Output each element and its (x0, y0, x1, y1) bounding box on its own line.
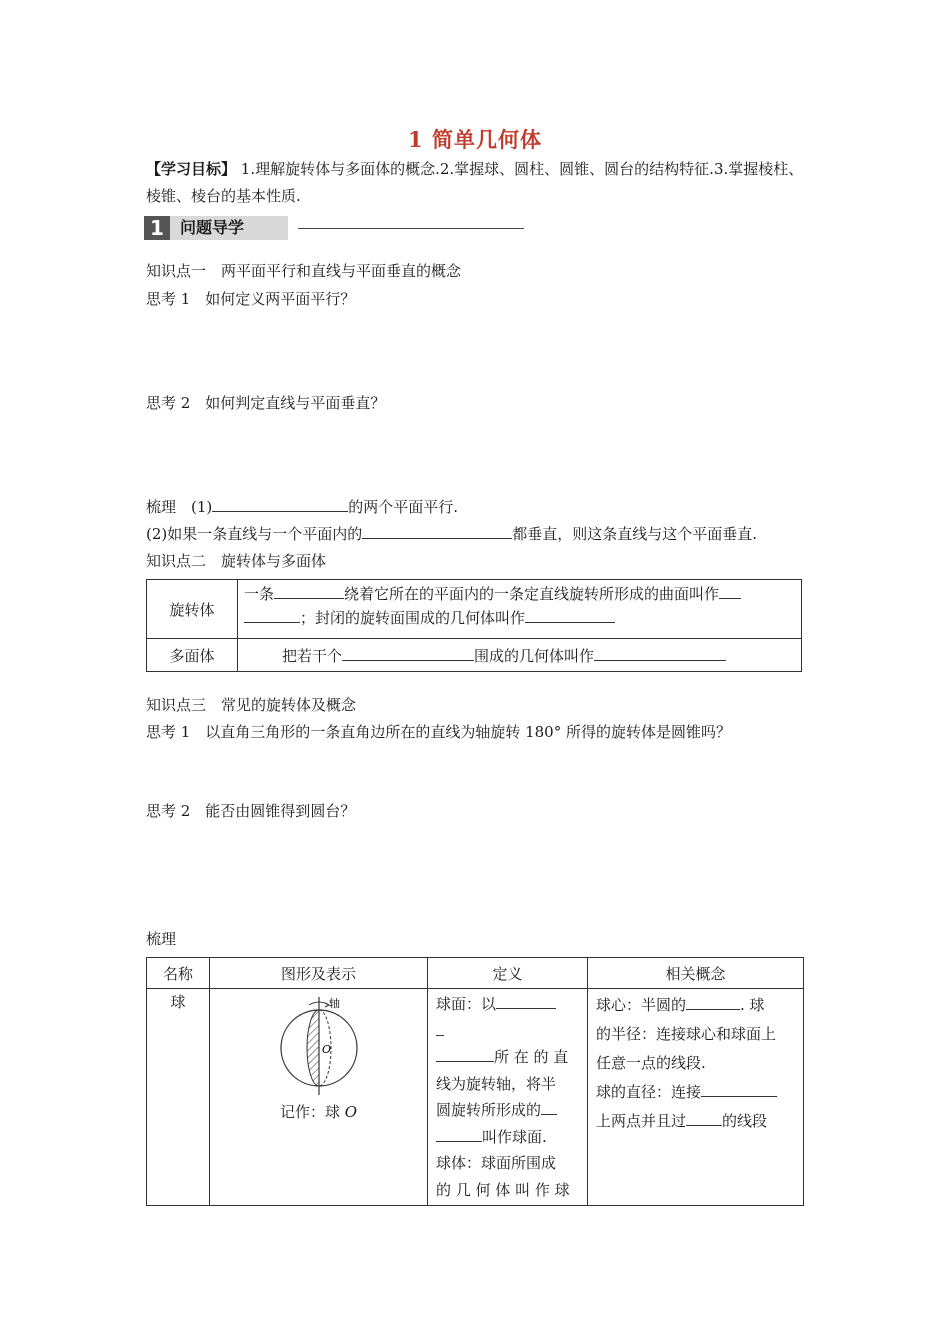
text: 一条 (244, 585, 275, 603)
rotation-polyhedron-table (146, 579, 802, 672)
text: 球的直径：连接 (596, 1083, 702, 1101)
text: . 球 (740, 996, 765, 1014)
learning-objectives (146, 156, 810, 210)
text: 把若干个 (282, 646, 343, 665)
blank (686, 1110, 722, 1126)
table-row (147, 989, 804, 1206)
kp1-summary1 (146, 496, 458, 518)
kp1-summary2 (146, 523, 757, 545)
text: 上两点并且过 (596, 1112, 687, 1130)
summary1-suffix: 的两个平面平行. (348, 498, 459, 516)
blank (362, 523, 512, 539)
table-row (147, 639, 802, 672)
objectives-text: 1.理解旋转体与多面体的概念.2.掌握球、圆柱、圆锥、圆台的结构特征.3.掌握棱柱、棱锥、棱台的基本性质. (146, 160, 804, 205)
text: 球心：半圆的 (596, 996, 687, 1014)
kp1-think2: 思考 2 如何判定直线与平面垂直？ (146, 394, 386, 412)
kp3-think2: 思考 2 能否由圆锥得到圆台？ (146, 802, 356, 820)
text: 圆旋转所形成的 (436, 1101, 542, 1119)
blank (436, 1046, 494, 1062)
row-name: 多面体 (147, 639, 238, 672)
summary2-suffix: 都垂直，则这条直线与这个平面垂直. (512, 525, 758, 543)
row-name: 旋转体 (147, 580, 238, 639)
section-title: 问题导学 (170, 216, 288, 240)
cell-related (588, 989, 804, 1206)
header-related: 相关概念 (588, 958, 804, 989)
sphere-figure (259, 993, 379, 1095)
section-rule (298, 228, 524, 229)
blank (436, 1020, 444, 1036)
text: 记作：球 (279, 1103, 345, 1121)
blank (274, 583, 344, 599)
header-figure: 图形及表示 (210, 958, 428, 989)
cell-figure (210, 989, 428, 1206)
kp3-summary: 梳理 (146, 930, 177, 948)
kp3-think1: 思考 1 以直角三角形的一条直角边所在的直线为轴旋转 180° 所得的旋转体是圆锥吗？ (146, 723, 731, 741)
table-header-row (147, 958, 804, 989)
kp1-think1: 思考 1 如何定义两平面平行？ (146, 290, 356, 308)
blank (541, 1099, 557, 1115)
blank (525, 607, 615, 623)
axis-label: 轴 (328, 997, 340, 1010)
blank (719, 583, 741, 599)
rotation-body-table (146, 957, 804, 1206)
cell-name: 球 (147, 989, 210, 1206)
text: O (344, 1103, 358, 1121)
half-disc (307, 1010, 319, 1086)
blank (212, 496, 348, 512)
text: 球体：球面所围成 (436, 1154, 557, 1172)
blank (686, 994, 740, 1010)
blank (594, 645, 726, 661)
summary1-prefix: 梳理 (1) (146, 498, 213, 516)
header-definition: 定义 (428, 958, 588, 989)
text: 叫作球面. (482, 1127, 547, 1146)
text: 的 几 何 体 叫 作 球 (436, 1180, 570, 1199)
blank (496, 993, 556, 1009)
text: 绕着它所在的平面内的一条定直线旋转所形成的曲面叫作 (344, 585, 720, 603)
text: ；封闭的旋转面围成的几何体叫作 (300, 609, 526, 627)
blank (436, 1126, 482, 1142)
notation (211, 1101, 426, 1122)
page-title: 1 简单几何体 (408, 127, 542, 152)
summary2-prefix: (2)如果一条直线与一个平面内的 (146, 525, 363, 543)
table-row (147, 580, 802, 639)
text: 的半径：连接球心和球面上 (596, 1025, 777, 1043)
text: 的线段 (722, 1112, 768, 1130)
text: 所 在 的 直 (494, 1048, 569, 1066)
row-content (238, 580, 802, 639)
text: 任意一点的线段. (596, 1054, 706, 1072)
blank (342, 645, 474, 661)
center-label: O (321, 1043, 331, 1056)
kp3-heading: 知识点三 常见的旋转体及概念 (146, 696, 357, 714)
cell-definition (428, 989, 588, 1206)
text: 线为旋转轴，将半 (436, 1074, 557, 1093)
kp1-heading: 知识点一 两平面平行和直线与平面垂直的概念 (146, 262, 462, 280)
blank (701, 1081, 777, 1097)
section-number: 1 (144, 216, 170, 240)
kp2-heading: 知识点二 旋转体与多面体 (146, 552, 327, 570)
row-content (238, 639, 802, 672)
blank (244, 607, 300, 623)
header-name: 名称 (147, 958, 210, 989)
text: 围成的几何体叫作 (474, 646, 595, 665)
text: 球面：以 (436, 995, 497, 1013)
objectives-label: 【学习目标】 (146, 160, 237, 178)
